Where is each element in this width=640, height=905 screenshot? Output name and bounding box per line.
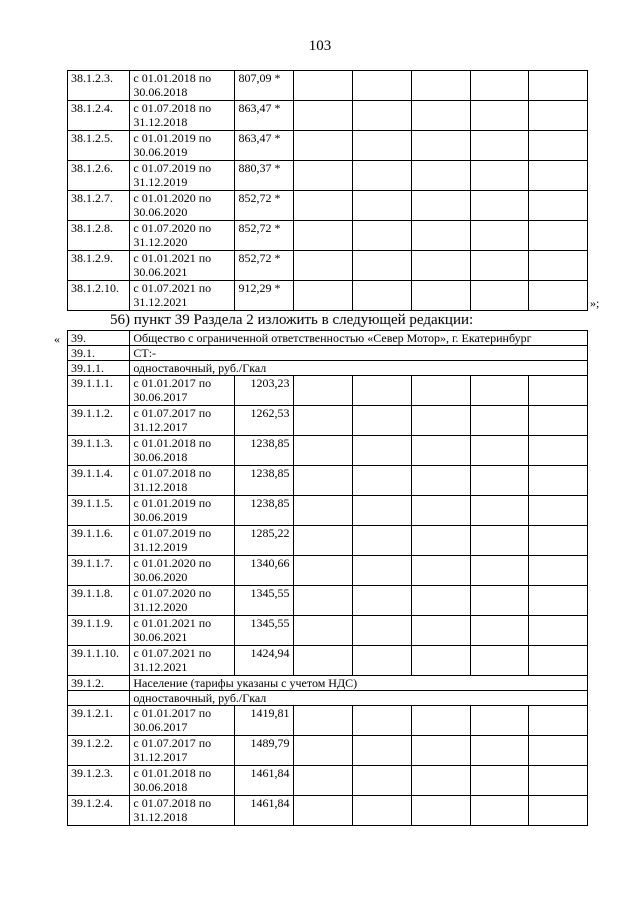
tariff-table-38 <box>67 70 588 311</box>
amendment-heading: 56) пункт 39 Раздела 2 изложить в следующей редакции: <box>110 312 474 328</box>
table-row <box>68 101 588 131</box>
table-row <box>68 251 588 281</box>
empty-cell <box>528 646 587 676</box>
empty-cell <box>352 101 411 131</box>
row-value: 1285,22 <box>235 526 293 556</box>
row-period: с 01.07.2021 по 31.12.2021 <box>130 646 235 676</box>
row-code: 39.1.2.4. <box>68 796 130 826</box>
table-row <box>68 406 588 436</box>
table-row <box>68 706 588 736</box>
table-row <box>68 796 588 826</box>
row-value: 1340,66 <box>235 556 293 586</box>
row-value: 863,47 * <box>235 131 293 161</box>
table-row <box>68 586 588 616</box>
row-code: 39.1.2.3. <box>68 766 130 796</box>
empty-cell <box>411 586 470 616</box>
row-code: 39.1.2.1. <box>68 706 130 736</box>
empty-cell <box>528 736 587 766</box>
empty-cell <box>470 556 528 586</box>
row-value: 1262,53 <box>235 406 293 436</box>
row-period: с 01.01.2019 по 30.06.2019 <box>130 131 235 161</box>
empty-cell <box>293 251 352 281</box>
empty-cell <box>411 71 470 101</box>
empty-cell <box>411 706 470 736</box>
empty-cell <box>411 376 470 406</box>
empty-cell <box>293 221 352 251</box>
empty-cell <box>411 766 470 796</box>
empty-cell <box>411 406 470 436</box>
table-row <box>68 131 588 161</box>
row-code: 39.1.1.2. <box>68 406 130 436</box>
population-code: 39.1.2. <box>68 676 130 691</box>
table-row <box>68 736 588 766</box>
table-row <box>68 556 588 586</box>
empty-cell <box>528 706 587 736</box>
empty-cell <box>352 736 411 766</box>
empty-cell <box>411 616 470 646</box>
empty-cell <box>293 586 352 616</box>
table-row <box>68 766 588 796</box>
row-code: 39.1.1.4. <box>68 466 130 496</box>
row-code: 39.1.1.5. <box>68 496 130 526</box>
table-row <box>68 376 588 406</box>
empty-cell <box>470 586 528 616</box>
row-value: 1203,23 <box>235 376 293 406</box>
empty-cell <box>411 161 470 191</box>
row-value: 880,37 * <box>235 161 293 191</box>
row-period: с 01.01.2018 по 30.06.2018 <box>130 436 235 466</box>
page-number: 103 <box>308 38 332 54</box>
empty-cell <box>470 736 528 766</box>
empty-cell <box>293 706 352 736</box>
empty-cell <box>470 526 528 556</box>
row-period: с 01.07.2017 по 31.12.2017 <box>130 406 235 436</box>
ct-label: СТ:- <box>130 346 588 361</box>
row-code: 38.1.2.3. <box>68 71 130 101</box>
empty-cell <box>470 406 528 436</box>
row-code: 39.1.1.1. <box>68 376 130 406</box>
population-label: Население (тарифы указаны с учетом НДС) <box>130 676 588 691</box>
row-period: с 01.01.2020 по 30.06.2020 <box>130 556 235 586</box>
table-row <box>68 646 588 676</box>
empty-cell <box>528 526 587 556</box>
row-code: 39.1.1.8. <box>68 586 130 616</box>
row-value: 1238,85 <box>235 436 293 466</box>
empty-cell <box>352 251 411 281</box>
empty-cell <box>411 496 470 526</box>
empty-cell <box>528 251 587 281</box>
empty-cell <box>411 646 470 676</box>
row-period: с 01.07.2018 по 31.12.2018 <box>130 101 235 131</box>
row-period: с 01.07.2017 по 31.12.2017 <box>130 736 235 766</box>
row-code: 39.1.1.9. <box>68 616 130 646</box>
empty-cell <box>470 436 528 466</box>
opening-quote-mark: « <box>54 332 60 346</box>
empty-cell <box>352 556 411 586</box>
empty-cell <box>293 796 352 826</box>
empty-cell <box>528 191 587 221</box>
empty-cell <box>528 766 587 796</box>
empty-cell <box>352 71 411 101</box>
empty-cell <box>293 766 352 796</box>
empty-cell <box>528 616 587 646</box>
empty-cell <box>528 556 587 586</box>
rate2-header-row <box>68 691 588 706</box>
empty-cell <box>293 526 352 556</box>
row-period: с 01.01.2020 по 30.06.2020 <box>130 191 235 221</box>
empty-cell <box>411 436 470 466</box>
empty-cell <box>293 736 352 766</box>
row-value: 1489,79 <box>235 736 293 766</box>
empty-cell <box>352 706 411 736</box>
row-value: 1345,55 <box>235 616 293 646</box>
table-row <box>68 191 588 221</box>
closing-quote-mark: »; <box>590 296 600 310</box>
row-period: с 01.07.2019 по 31.12.2019 <box>130 161 235 191</box>
empty-cell <box>352 436 411 466</box>
empty-cell <box>293 161 352 191</box>
empty-cell <box>470 131 528 161</box>
population-row <box>68 676 588 691</box>
empty-cell <box>470 161 528 191</box>
row-value: 852,72 * <box>235 251 293 281</box>
row-period: с 01.01.2018 по 30.06.2018 <box>130 71 235 101</box>
empty-cell <box>411 556 470 586</box>
empty-cell <box>470 466 528 496</box>
row-value: 1238,85 <box>235 466 293 496</box>
empty-cell <box>352 646 411 676</box>
empty-cell <box>411 131 470 161</box>
empty-cell <box>470 281 528 311</box>
row-code: 39.1.1.6. <box>68 526 130 556</box>
row-value: 1461,84 <box>235 796 293 826</box>
row-value: 852,72 * <box>235 191 293 221</box>
row-period: с 01.01.2018 по 30.06.2018 <box>130 766 235 796</box>
row-code: 38.1.2.9. <box>68 251 130 281</box>
row-code: 38.1.2.4. <box>68 101 130 131</box>
empty-cell <box>293 376 352 406</box>
empty-cell <box>293 101 352 131</box>
row-value: 912,29 * <box>235 281 293 311</box>
empty-cell <box>352 221 411 251</box>
empty-cell <box>293 646 352 676</box>
empty-cell <box>411 191 470 221</box>
empty-cell <box>528 376 587 406</box>
empty-cell <box>411 736 470 766</box>
org-name: Общество с ограниченной ответственностью «Север Мотор», г. Екатеринбург <box>130 331 588 346</box>
empty-cell <box>352 406 411 436</box>
rate1-label: одноставочный, руб./Гкал <box>130 361 588 376</box>
empty-cell <box>411 526 470 556</box>
row-code: 38.1.2.10. <box>68 281 130 311</box>
empty-cell <box>352 281 411 311</box>
empty-cell <box>411 221 470 251</box>
row-period: с 01.01.2021 по 30.06.2021 <box>130 251 235 281</box>
row-code: 39.1.1.7. <box>68 556 130 586</box>
empty-cell <box>352 796 411 826</box>
rate2-code-empty <box>68 691 130 706</box>
row-period: с 01.07.2018 по 31.12.2018 <box>130 466 235 496</box>
empty-cell <box>470 251 528 281</box>
empty-cell <box>470 616 528 646</box>
empty-cell <box>352 376 411 406</box>
row-code: 38.1.2.8. <box>68 221 130 251</box>
row-period: с 01.07.2018 по 31.12.2018 <box>130 796 235 826</box>
row-period: с 01.01.2017 по 30.06.2017 <box>130 376 235 406</box>
empty-cell <box>528 101 587 131</box>
empty-cell <box>528 496 587 526</box>
empty-cell <box>528 161 587 191</box>
empty-cell <box>411 101 470 131</box>
row-period: с 01.01.2019 по 30.06.2019 <box>130 496 235 526</box>
row-value: 1345,55 <box>235 586 293 616</box>
empty-cell <box>528 586 587 616</box>
row-period: с 01.07.2021 по 31.12.2021 <box>130 281 235 311</box>
empty-cell <box>293 71 352 101</box>
empty-cell <box>470 496 528 526</box>
row-period: с 01.01.2021 по 30.06.2021 <box>130 616 235 646</box>
empty-cell <box>411 281 470 311</box>
rate2-label: одноставочный, руб./Гкал <box>130 691 588 706</box>
row-code: 39.1.2.2. <box>68 736 130 766</box>
empty-cell <box>528 221 587 251</box>
ct-code: 39.1. <box>68 346 130 361</box>
row-code: 39.1.1.3. <box>68 436 130 466</box>
empty-cell <box>293 616 352 646</box>
table-row <box>68 436 588 466</box>
empty-cell <box>352 496 411 526</box>
table-row <box>68 161 588 191</box>
empty-cell <box>528 281 587 311</box>
row-value: 863,47 * <box>235 101 293 131</box>
table-row <box>68 71 588 101</box>
empty-cell <box>470 71 528 101</box>
empty-cell <box>470 646 528 676</box>
empty-cell <box>352 616 411 646</box>
empty-cell <box>293 131 352 161</box>
empty-cell <box>293 556 352 586</box>
empty-cell <box>293 281 352 311</box>
row-code: 39.1.1.10. <box>68 646 130 676</box>
table-row <box>68 281 588 311</box>
row-value: 1238,85 <box>235 496 293 526</box>
tariff-table-39 <box>67 330 588 826</box>
empty-cell <box>411 466 470 496</box>
rate1-code: 39.1.1. <box>68 361 130 376</box>
row-value: 1419,81 <box>235 706 293 736</box>
empty-cell <box>293 436 352 466</box>
ct-row <box>68 346 588 361</box>
empty-cell <box>293 191 352 221</box>
row-code: 38.1.2.7. <box>68 191 130 221</box>
empty-cell <box>352 526 411 556</box>
empty-cell <box>528 71 587 101</box>
row-code: 38.1.2.5. <box>68 131 130 161</box>
empty-cell <box>293 406 352 436</box>
row-code: 38.1.2.6. <box>68 161 130 191</box>
row-value: 807,09 * <box>235 71 293 101</box>
empty-cell <box>352 766 411 796</box>
table-row <box>68 466 588 496</box>
empty-cell <box>528 796 587 826</box>
empty-cell <box>352 131 411 161</box>
row-period: с 01.07.2020 по 31.12.2020 <box>130 586 235 616</box>
table-row <box>68 221 588 251</box>
empty-cell <box>528 131 587 161</box>
empty-cell <box>352 586 411 616</box>
empty-cell <box>411 796 470 826</box>
row-period: с 01.07.2019 по 31.12.2019 <box>130 526 235 556</box>
row-value: 852,72 * <box>235 221 293 251</box>
row-period: с 01.01.2017 по 30.06.2017 <box>130 706 235 736</box>
empty-cell <box>528 436 587 466</box>
empty-cell <box>293 466 352 496</box>
empty-cell <box>470 766 528 796</box>
empty-cell <box>470 796 528 826</box>
empty-cell <box>352 466 411 496</box>
empty-cell <box>528 406 587 436</box>
rate1-header-row <box>68 361 588 376</box>
empty-cell <box>470 221 528 251</box>
empty-cell <box>528 466 587 496</box>
empty-cell <box>352 191 411 221</box>
empty-cell <box>470 706 528 736</box>
table-row <box>68 616 588 646</box>
empty-cell <box>470 376 528 406</box>
empty-cell <box>470 191 528 221</box>
row-value: 1461,84 <box>235 766 293 796</box>
empty-cell <box>293 496 352 526</box>
empty-cell <box>352 161 411 191</box>
table-row <box>68 496 588 526</box>
org-row <box>68 331 588 346</box>
empty-cell <box>470 101 528 131</box>
org-code: 39. <box>68 331 130 346</box>
row-value: 1424,94 <box>235 646 293 676</box>
empty-cell <box>411 251 470 281</box>
table-row <box>68 526 588 556</box>
row-period: с 01.07.2020 по 31.12.2020 <box>130 221 235 251</box>
